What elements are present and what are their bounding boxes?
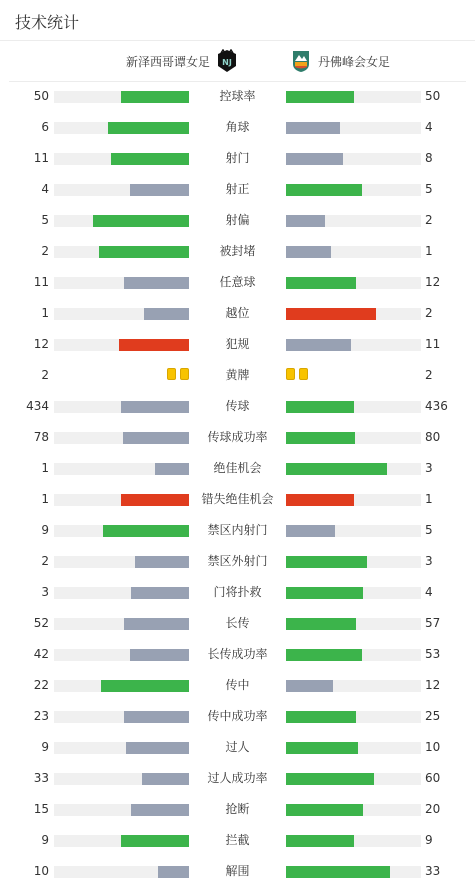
home-stat-value: 33 [33, 771, 49, 785]
stat-row [0, 391, 475, 422]
away-stat-value: 57 [425, 616, 441, 630]
away-yellow-cards [286, 368, 308, 382]
stat-row [0, 825, 475, 856]
away-stat-bar-track [286, 525, 421, 537]
stat-row [0, 701, 475, 732]
stat-label: 犯规 [225, 337, 250, 351]
home-stat-bar-fill [121, 91, 189, 103]
away-stat-value: 25 [425, 709, 441, 723]
home-stat-bar-track [54, 680, 189, 692]
stat-label: 解围 [225, 864, 250, 878]
away-stat-bar-track [286, 649, 421, 661]
stat-label: 错失绝佳机会 [201, 492, 274, 506]
stat-label: 越位 [225, 306, 250, 320]
page-title: 技术统计 [15, 13, 80, 32]
away-stat-bar-fill [286, 308, 376, 320]
home-stat-value: 2 [41, 368, 49, 382]
away-stat-value: 50 [425, 89, 441, 103]
away-stat-bar-fill [286, 401, 354, 413]
away-stat-value: 5 [425, 523, 433, 537]
home-stat-value: 1 [41, 461, 49, 475]
home-stat-value: 1 [41, 492, 49, 506]
home-stat-bar-fill [144, 308, 189, 320]
stat-row [0, 670, 475, 701]
away-stat-bar-fill [286, 215, 325, 227]
stat-label: 抢断 [225, 802, 250, 816]
away-stat-value: 20 [425, 802, 441, 816]
home-stat-value: 9 [41, 740, 49, 754]
home-stat-value: 12 [33, 337, 49, 351]
away-stat-bar-track [286, 215, 421, 227]
home-stat-value: 2 [41, 244, 49, 258]
away-stat-value: 10 [425, 740, 441, 754]
home-stat-bar-track [54, 525, 189, 537]
away-stat-value: 12 [425, 275, 441, 289]
away-stat-bar-fill [286, 153, 343, 165]
stat-label: 禁区外射门 [207, 554, 268, 568]
home-stat-value: 9 [41, 523, 49, 537]
stat-row [0, 143, 475, 174]
away-stat-value: 3 [425, 461, 433, 475]
home-stat-value: 11 [33, 151, 49, 165]
away-stat-bar-track [286, 804, 421, 816]
home-stat-value: 15 [33, 802, 49, 816]
home-stat-bar-fill [155, 463, 189, 475]
stat-label: 角球 [225, 120, 250, 134]
away-stat-bar-fill [286, 866, 390, 878]
away-stat-value: 5 [425, 182, 433, 196]
stats-header [0, 0, 475, 41]
home-stat-value: 4 [41, 182, 49, 196]
home-stat-bar-fill [126, 742, 189, 754]
home-stat-bar-track [54, 556, 189, 568]
home-stat-value: 434 [26, 399, 49, 413]
stat-label: 传中成功率 [207, 709, 268, 723]
stat-row [0, 453, 475, 484]
away-stat-value: 1 [425, 244, 433, 258]
away-stat-bar-fill [286, 246, 331, 258]
home-stat-bar-fill [131, 804, 189, 816]
yellow-card-icon [286, 368, 295, 380]
home-stat-bar-track [54, 835, 189, 847]
stat-label: 任意球 [219, 275, 256, 289]
home-stat-bar-fill [130, 649, 189, 661]
stat-row [0, 856, 475, 887]
away-stat-bar-track [286, 308, 421, 320]
away-stat-value: 60 [425, 771, 441, 785]
away-stat-bar-track [286, 773, 421, 785]
away-stat-bar-track [286, 432, 421, 444]
home-stat-bar-track [54, 246, 189, 258]
home-stat-bar-fill [158, 866, 189, 878]
home-stat-bar-track [54, 122, 189, 134]
home-stat-bar-track [54, 432, 189, 444]
svg-text:NJ: NJ [222, 58, 232, 67]
stat-row [0, 360, 475, 391]
home-stat-bar-track [54, 711, 189, 723]
home-stat-bar-fill [121, 835, 189, 847]
home-stat-bar-fill [111, 153, 189, 165]
away-stat-bar-fill [286, 556, 367, 568]
stat-label: 射偏 [225, 213, 250, 227]
away-stat-value: 4 [425, 120, 433, 134]
stat-label: 射门 [225, 151, 250, 165]
home-stat-bar-track [54, 277, 189, 289]
stat-row [0, 422, 475, 453]
away-stat-bar-track [286, 401, 421, 413]
yellow-card-icon [180, 368, 189, 380]
away-stat-bar-fill [286, 680, 333, 692]
home-stat-bar-fill [103, 525, 189, 537]
home-stat-bar-fill [108, 122, 189, 134]
home-stat-bar-track [54, 153, 189, 165]
home-stat-bar-fill [131, 587, 189, 599]
home-yellow-cards [167, 368, 189, 382]
home-stat-value: 23 [33, 709, 49, 723]
away-stat-value: 1 [425, 492, 433, 506]
stat-label: 拦截 [225, 833, 250, 847]
stat-label: 射正 [225, 182, 250, 196]
home-stat-bar-fill [101, 680, 189, 692]
away-stat-bar-fill [286, 277, 356, 289]
home-stat-bar-track [54, 91, 189, 103]
home-stat-bar-track [54, 494, 189, 506]
home-stat-value: 42 [33, 647, 49, 661]
yellow-card-icon [167, 368, 176, 380]
away-stat-bar-track [286, 184, 421, 196]
stat-row [0, 608, 475, 639]
denver-summit-crest-icon [290, 49, 312, 73]
away-stat-value: 80 [425, 430, 441, 444]
home-stat-bar-fill [130, 184, 189, 196]
stat-label: 被封堵 [219, 244, 256, 258]
home-stat-value: 9 [41, 833, 49, 847]
away-stat-bar-track [286, 246, 421, 258]
away-stat-bar-fill [286, 773, 374, 785]
home-stat-bar-track [54, 184, 189, 196]
home-stat-bar-fill [121, 494, 189, 506]
home-stat-bar-fill [124, 711, 189, 723]
stat-label: 长传 [225, 616, 250, 630]
yellow-card-icon [299, 368, 308, 380]
home-stat-value: 3 [41, 585, 49, 599]
home-stat-bar-fill [93, 215, 189, 227]
stat-row [0, 205, 475, 236]
away-stat-bar-fill [286, 525, 335, 537]
away-stat-bar-fill [286, 463, 387, 475]
home-stat-bar-fill [124, 618, 189, 630]
away-stat-value: 11 [425, 337, 441, 351]
stat-label: 传中 [225, 678, 250, 692]
away-stat-value: 4 [425, 585, 433, 599]
away-stat-value: 2 [425, 213, 433, 227]
home-team-name: 新泽西哥谭女足 [125, 54, 210, 69]
away-stat-bar-fill [286, 339, 351, 351]
away-stat-value: 53 [425, 647, 441, 661]
home-stat-bar-fill [99, 246, 189, 258]
home-stat-bar-track [54, 339, 189, 351]
away-stat-bar-track [286, 494, 421, 506]
away-stat-value: 8 [425, 151, 433, 165]
nj-gotham-crest-icon [216, 49, 238, 73]
away-stat-bar-track [286, 680, 421, 692]
home-stat-value: 2 [41, 554, 49, 568]
stat-label: 过人成功率 [207, 771, 268, 785]
away-stat-bar-track [286, 742, 421, 754]
teams-bar [9, 41, 466, 82]
home-stat-value: 78 [33, 430, 49, 444]
stat-row [0, 763, 475, 794]
stat-row [0, 81, 475, 112]
away-stat-bar-fill [286, 184, 362, 196]
away-stat-value: 2 [425, 368, 433, 382]
away-stat-bar-track [286, 122, 421, 134]
away-stat-bar-fill [286, 494, 354, 506]
home-stat-value: 10 [33, 864, 49, 878]
stat-row [0, 732, 475, 763]
stat-row [0, 484, 475, 515]
away-stat-bar-fill [286, 432, 355, 444]
home-team[interactable] [126, 41, 238, 81]
away-stat-bar-track [286, 711, 421, 723]
away-stat-bar-track [286, 339, 421, 351]
home-stat-bar-fill [135, 556, 189, 568]
stat-label: 禁区内射门 [207, 523, 268, 537]
home-stat-bar-track [54, 401, 189, 413]
away-stat-bar-fill [286, 91, 354, 103]
home-stat-bar-fill [142, 773, 189, 785]
away-stat-bar-track [286, 277, 421, 289]
stat-label: 长传成功率 [207, 647, 268, 661]
home-stat-value: 5 [41, 213, 49, 227]
home-stat-bar-track [54, 618, 189, 630]
away-stat-bar-fill [286, 711, 356, 723]
stat-label: 传球成功率 [207, 430, 268, 444]
home-stat-bar-track [54, 866, 189, 878]
away-stat-value: 33 [425, 864, 441, 878]
stat-row [0, 794, 475, 825]
home-stat-bar-track [54, 587, 189, 599]
home-stat-bar-track [54, 649, 189, 661]
away-stat-bar-track [286, 618, 421, 630]
stat-row [0, 577, 475, 608]
away-stat-bar-track [286, 153, 421, 165]
home-stat-value: 52 [33, 616, 49, 630]
stats-list [0, 81, 475, 887]
away-stat-bar-fill [286, 835, 354, 847]
stat-row [0, 329, 475, 360]
away-stat-bar-fill [286, 587, 363, 599]
away-stat-bar-track [286, 463, 421, 475]
away-stat-bar-fill [286, 804, 363, 816]
stat-row [0, 267, 475, 298]
away-stat-value: 12 [425, 678, 441, 692]
home-stat-bar-track [54, 804, 189, 816]
stat-row [0, 639, 475, 670]
stat-row [0, 546, 475, 577]
stat-label: 黄牌 [225, 368, 250, 382]
home-stat-bar-track [54, 463, 189, 475]
away-stat-value: 9 [425, 833, 433, 847]
away-stat-bar-track [286, 587, 421, 599]
stat-row [0, 236, 475, 267]
away-team-name: 丹佛峰会女足 [318, 54, 391, 69]
home-stat-bar-track [54, 308, 189, 320]
home-stat-bar-fill [119, 339, 189, 351]
home-stat-bar-track [54, 215, 189, 227]
away-stat-value: 436 [425, 399, 448, 413]
stat-row [0, 174, 475, 205]
stat-label: 门将扑救 [213, 585, 262, 599]
stat-label: 绝佳机会 [213, 461, 262, 475]
stat-label: 过人 [225, 740, 250, 754]
away-stat-bar-track [286, 556, 421, 568]
home-stat-bar-track [54, 773, 189, 785]
home-stat-value: 50 [33, 89, 49, 103]
home-stat-value: 22 [33, 678, 49, 692]
home-stat-value: 1 [41, 306, 49, 320]
away-stat-bar-fill [286, 649, 362, 661]
stat-label: 控球率 [219, 89, 256, 103]
home-stat-bar-fill [121, 401, 189, 413]
away-stat-bar-track [286, 835, 421, 847]
away-team[interactable] [290, 41, 390, 81]
away-stat-bar-track [286, 866, 421, 878]
away-stat-bar-fill [286, 742, 358, 754]
stat-row [0, 298, 475, 329]
away-stat-bar-fill [286, 618, 356, 630]
away-stat-value: 3 [425, 554, 433, 568]
home-stat-bar-fill [124, 277, 189, 289]
stat-row [0, 112, 475, 143]
stat-row [0, 515, 475, 546]
away-stat-bar-fill [286, 122, 340, 134]
home-stat-value: 11 [33, 275, 49, 289]
away-stat-bar-track [286, 91, 421, 103]
home-stat-bar-fill [123, 432, 189, 444]
home-stat-bar-track [54, 742, 189, 754]
home-stat-value: 6 [41, 120, 49, 134]
away-stat-value: 2 [425, 306, 433, 320]
stat-label: 传球 [225, 399, 250, 413]
